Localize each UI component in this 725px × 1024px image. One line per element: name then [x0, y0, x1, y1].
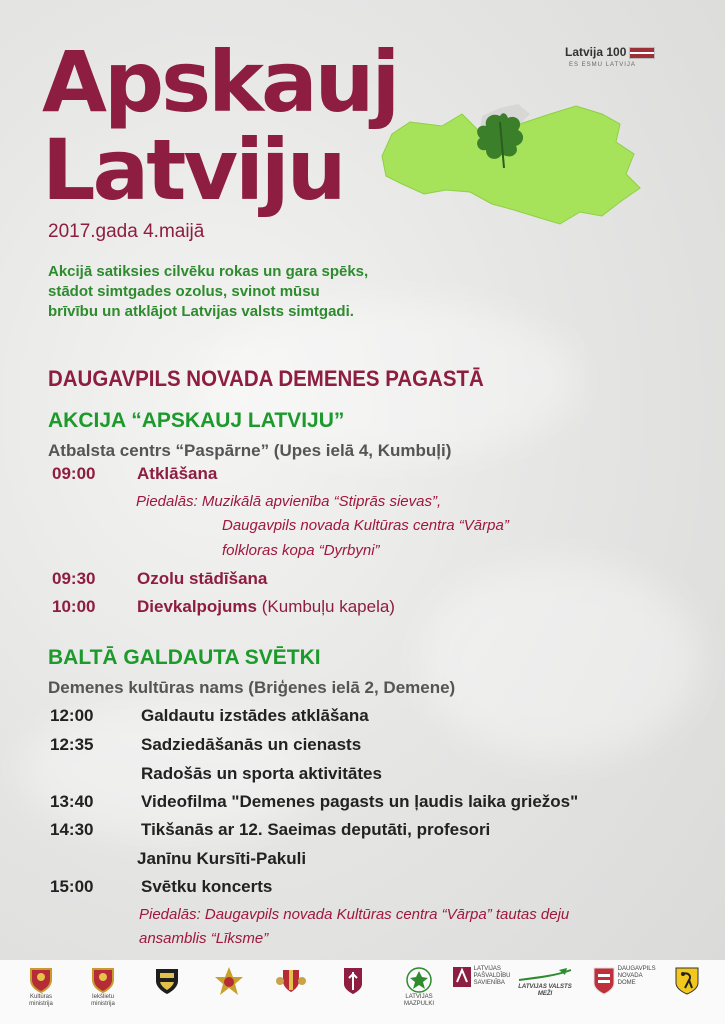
- schedule-item: Sadziedāšanās un cienasts: [141, 735, 362, 754]
- intro-line: brīvību un atklājot Latvijas valsts simtgadi.: [48, 303, 354, 320]
- event2-place: Demenes kultūras nams (Briģenes ielā 2, Demene): [48, 678, 456, 697]
- schedule-item: [137, 597, 395, 617]
- schedule-time: 15:00: [50, 877, 94, 896]
- logo-caption: Kultūras ministrija: [29, 994, 53, 1007]
- intro-text: [48, 262, 368, 322]
- logo-caption: LATVIJAS VALSTS MEŽI: [518, 984, 572, 997]
- shield-icon: [338, 966, 368, 996]
- event2-heading: BALTĀ GALDAUTA SVĒTKI: [48, 646, 321, 669]
- fabric-fold: [420, 560, 700, 760]
- schedule-item: Svētku koncerts: [141, 877, 273, 896]
- participants-line: folkloras kopa “Dyrbyni”: [222, 542, 380, 559]
- region-heading: DAUGAVPILS NOVADA DEMENES PAGASTĀ: [48, 366, 484, 391]
- schedule-item: Janīnu Kursīti-Pakuli: [137, 849, 307, 868]
- stork-shield-icon: [670, 966, 704, 996]
- schedule-item-name: Dievkalpojums: [137, 597, 257, 616]
- logo-caption: DAUGAVPILS NOVADA DOME: [617, 966, 656, 986]
- schedule-time: 12:00: [50, 706, 94, 725]
- schedule-item: Ozolu stādīšana: [137, 569, 268, 588]
- fire-rescue-icon: [212, 966, 246, 996]
- logo-caption: LATVIJAS PAŠVALDĪBU SAVIENĪBA: [473, 966, 511, 986]
- schedule-time: 09:30: [52, 569, 96, 588]
- participants-line: ansamblis “Līksme”: [139, 930, 269, 947]
- schedule-time: 12:35: [50, 735, 94, 754]
- association-icon: [452, 966, 510, 988]
- schedule-time: 13:40: [50, 792, 94, 811]
- latvija-100-logo: [565, 45, 655, 68]
- logo-caption: Iekšlietu ministrija: [91, 994, 115, 1007]
- schedule-time: 14:30: [50, 820, 94, 839]
- schedule-item: Videofilma "Demenes pagasts un ļaudis laika griežos": [141, 792, 579, 811]
- logo-text: Latvija 100: [565, 45, 627, 59]
- forest-icon: [514, 966, 576, 998]
- title-line-1: Apskauj: [42, 33, 398, 131]
- logo-caption: LATVIJAS MAZPULKI: [403, 994, 434, 1007]
- schedule-item: Tikšanās ar 12. Saeimas deputāti, profesori: [141, 820, 491, 839]
- latvian-flag-icon: [629, 47, 655, 59]
- latvia-map-icon: [380, 84, 660, 244]
- schedule-item: Atklāšana: [137, 464, 218, 483]
- schedule-time: 09:00: [52, 464, 96, 483]
- municipal-shield-icon: [592, 966, 656, 996]
- participants-line: Daugavpils novada Kultūras centra “Vārpa”: [222, 517, 509, 534]
- event-date: 2017.gada 4.maijā: [48, 221, 205, 242]
- event1-heading: AKCIJA “APSKAUJ LATVIJU”: [48, 409, 345, 432]
- participants-line: Piedalās: Daugavpils novada Kultūras centra “Vārpa” tautas deju: [139, 906, 570, 923]
- sponsor-logos: [0, 960, 725, 1024]
- schedule-item-note: (Kumbuļu kapela): [261, 597, 395, 616]
- intro-line: stādot simtgades ozolus, svinot mūsu: [48, 283, 320, 300]
- coat-of-arms-icon: [18, 966, 64, 1008]
- oak-leaf-icon: [396, 966, 442, 1008]
- coat-of-arms-icon: [274, 966, 308, 996]
- logo-subtitle: ES ESMU LATVIJA: [569, 62, 636, 68]
- participants-line: Piedalās: Muzikālā apvienība “Stiprās sievas”,: [136, 493, 442, 510]
- schedule-item: Radošās un sporta aktivitātes: [141, 764, 382, 783]
- title-line-2: Latviju: [42, 121, 344, 219]
- intro-line: Akcijā satiksies cilvēku rokas un gara spēks,: [48, 263, 369, 280]
- schedule-item: Galdautu izstādes atklāšana: [141, 706, 369, 725]
- event1-place: Atbalsta centrs “Paspārne” (Upes ielā 4, Kumbuļi): [48, 441, 452, 460]
- schedule-time: 10:00: [52, 597, 96, 616]
- police-badge-icon: [150, 966, 184, 996]
- coat-of-arms-icon: [80, 966, 126, 1008]
